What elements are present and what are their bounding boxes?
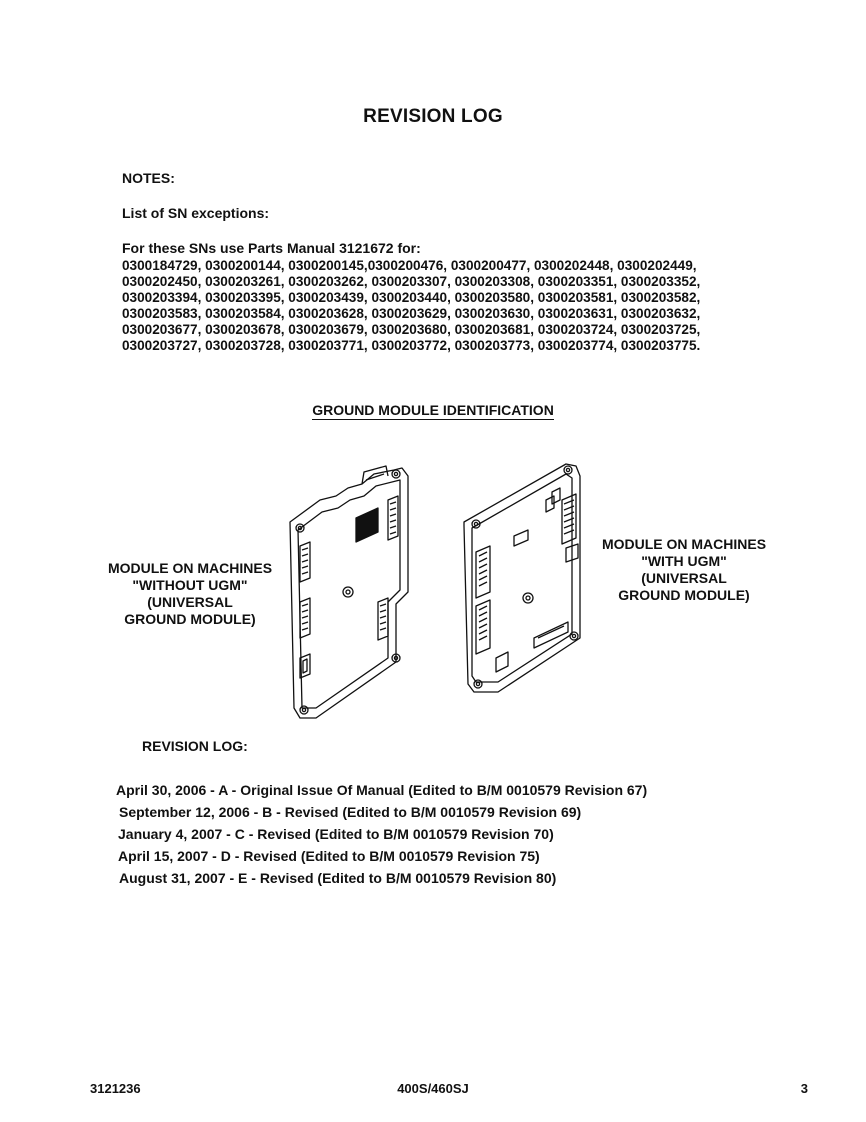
notes-label: NOTES: <box>122 170 175 186</box>
revision-entry: April 15, 2007 - D - Revised (Edited to B/M 0010579 Revision 75) <box>118 848 540 864</box>
revision-entry: August 31, 2007 - E - Revised (Edited to B/M 0010579 Revision 80) <box>119 870 557 886</box>
footer-doc-number: 3121236 <box>90 1081 141 1096</box>
sn-list <box>122 258 700 354</box>
sn-line: 0300203583, 0300203584, 0300203628, 0300203629, 0300203630, 0300203631, 0300203632, <box>122 306 701 321</box>
footer-model: 400S/460SJ <box>397 1081 469 1096</box>
caption-line: GROUND MODULE) <box>124 611 256 627</box>
revision-log-label: REVISION LOG: <box>142 738 248 754</box>
caption-line: "WITHOUT UGM" <box>132 577 248 593</box>
caption-line: "WITH UGM" <box>641 553 727 569</box>
revision-entry: September 12, 2006 - B - Revised (Edited to B/M 0010579 Revision 69) <box>119 804 582 820</box>
revision-entry: January 4, 2007 - C - Revised (Edited to B/M 0010579 Revision 70) <box>118 826 554 842</box>
sn-line: 0300203727, 0300203728, 0300203771, 0300203772, 0300203773, 0300203774, 0300203775. <box>122 338 701 353</box>
sn-exceptions-label: List of SN exceptions: <box>122 205 270 221</box>
ground-module-heading <box>0 402 866 418</box>
caption-line: GROUND MODULE) <box>618 587 750 603</box>
sn-line: 0300203394, 0300203395, 0300203439, 0300203440, 0300203580, 0300203581, 0300203582, <box>122 290 701 305</box>
caption-line: MODULE ON MACHINES <box>107 560 273 576</box>
footer-page-number: 3 <box>800 1081 808 1096</box>
sn-line: 0300202450, 0300203261, 0300203262, 0300203307, 0300203308, 0300203351, 0300203352, <box>122 274 701 289</box>
caption-module-without-ugm <box>96 560 284 628</box>
revision-entry: April 30, 2006 - A - Original Issue Of Manual (Edited to B/M 0010579 Revision 67) <box>116 782 648 798</box>
sn-line: 0300184729, 0300200144, 0300200145,0300200476, 0300200477, 0300202448, 0300202449, <box>122 258 697 273</box>
sn-line: 0300203677, 0300203678, 0300203679, 0300203680, 0300203681, 0300203724, 0300203725, <box>122 322 701 337</box>
module-without-ugm-drawing <box>290 466 408 718</box>
page-title: REVISION LOG <box>363 106 503 127</box>
caption-line: (UNIVERSAL <box>147 594 233 610</box>
module-illustration <box>276 452 598 724</box>
ground-module-heading-text: GROUND MODULE IDENTIFICATION <box>312 402 554 418</box>
caption-module-with-ugm <box>590 536 778 604</box>
sn-intro: For these SNs use Parts Manual 3121672 for: <box>122 240 421 256</box>
caption-line: (UNIVERSAL <box>641 570 727 586</box>
caption-line: MODULE ON MACHINES <box>601 536 767 552</box>
module-with-ugm-drawing <box>464 464 580 692</box>
